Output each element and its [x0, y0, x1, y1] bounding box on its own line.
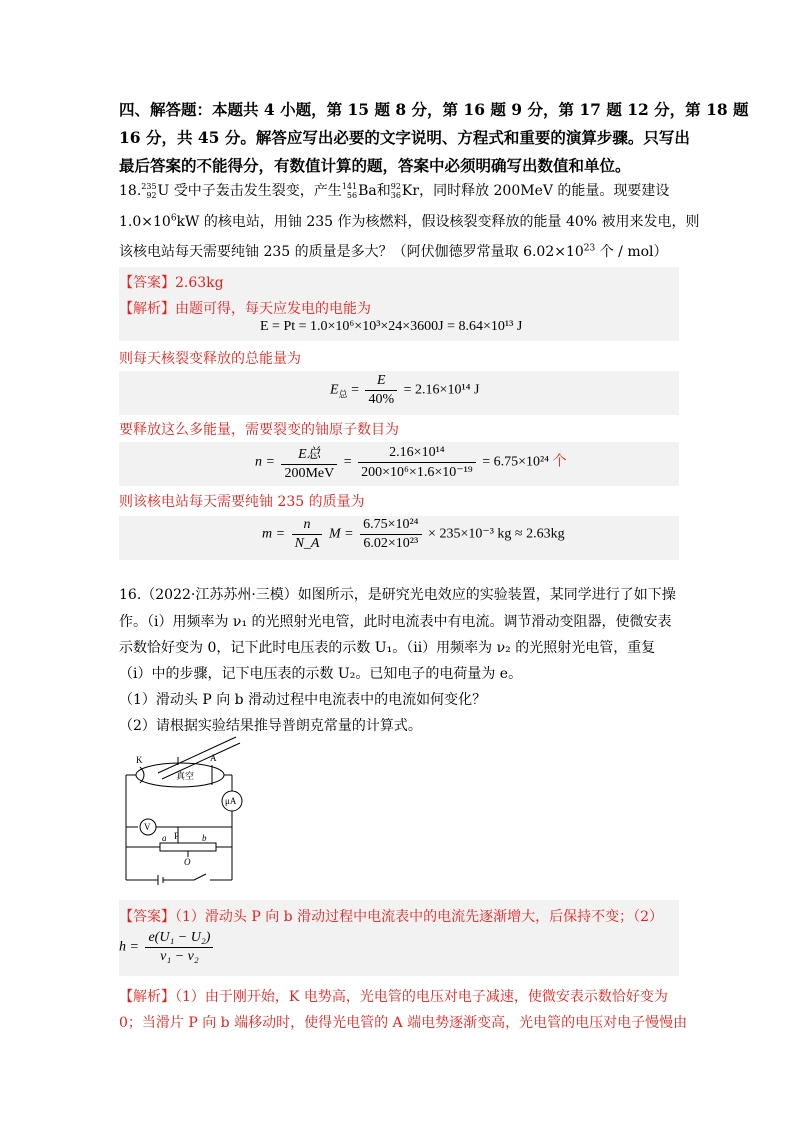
q18-analysis-2: 则每天核裂变释放的总能量为	[119, 351, 301, 367]
light-beam-line-2	[162, 743, 240, 779]
q16-question-2: （2）请根据实验结果推导普朗克常量的计算式。	[119, 718, 422, 734]
light-beam-line-1	[158, 737, 236, 773]
q16-analysis-1: 【解析】（1）由于刚开始，K 电势高，光电管的电压对电子减速，使微安表示数恰好变为	[119, 989, 668, 1005]
label-a-end: a	[162, 833, 167, 843]
q18-analysis-4: 则该核电站每天需要纯铀 235 的质量为	[119, 494, 365, 510]
section-heading-line-3: 最后答案的不能得分，有数值计算的题，答案中必须明确写出数值和单位。	[119, 156, 631, 175]
formula-atom-count: n = $\frac{\text{E总}}{\text{200MeV}}$ = $\frac{\text{2.16×10¹⁴}}{\text{200×10⁶×1.6×10⁻¹⁹}}$ = 6.75×10²⁴ 个	[255, 444, 567, 481]
formula-mass: m = $\frac{n}{N\_A}$ M = $\frac{\text{6.75×10²⁴}}{\text{6.02×10²³}}$ × 235×10⁻³ kg ≈ 2.63kg	[262, 517, 565, 551]
q16-answer: 【答案】（1）滑动头 P 向 b 滑动过程中电流表中的电流先逐渐增大，后保持不变；（2）	[119, 909, 663, 925]
formula-energy: E = Pt = 1.0×10⁶×10³×24×3600J = 8.64×10¹³ J	[260, 319, 523, 334]
label-microamp: μA	[225, 796, 237, 806]
planck-formula: h = $\frac{\text{e(U₁ − U₂)}}{\text{ν₁ − ν₂}}$	[119, 930, 216, 965]
q16-line-1: 16.（2022·江苏苏州·三模）如图所示，是研究光电效应的实验装置，某同学进行了如下操	[119, 587, 676, 603]
q18-analysis-1: 【解析】由题可得，每天应发电的电能为	[119, 301, 371, 317]
u-nuclide: 235 92	[141, 182, 157, 200]
label-p: P	[174, 831, 180, 841]
q18-line-2: $1.0\times 10^6kW$ 的核电站，用铀 235 作为核燃料，假设核裂变释放的能量 40% 被用来发电，则	[119, 213, 700, 230]
q18-answer: 【答案】2.63kg	[119, 275, 224, 291]
label-a: A	[210, 753, 217, 763]
ba-nuclide: 141 56	[341, 182, 358, 200]
q18-analysis-3: 要释放这么多能量，需要裂变的铀原子数目为	[119, 422, 399, 438]
formula-total-energy: $E_总$ = $\frac{E}{40\%}$ = 2.16×10¹⁴ J	[330, 373, 480, 407]
q16-question-1: （1）滑动头 P 向 b 滑动过程中电流表中的电流如何变化？	[119, 692, 487, 708]
label-o: O	[184, 857, 191, 867]
section-heading-line-2: 16 分，共 45 分。解答应写出必要的文字说明、方程式和重要的演算步骤。只写出	[119, 128, 690, 147]
rheostat	[160, 843, 216, 851]
q16-line-4: （i）中的步骤，记下电压表的示数 U₂。已知电子的电荷量为 e。	[119, 666, 523, 682]
label-vacuum: 真空	[176, 771, 195, 781]
label-k: K	[136, 755, 143, 765]
switch	[194, 874, 206, 880]
q16-line-2: 作。（i）用频率为 ν₁ 的光照射光电管，此时电流表中有电流。调节滑动变阻器，使微安表	[119, 614, 672, 630]
label-b-end: b	[202, 833, 207, 843]
q16-line-3: 示数恰好变为 0，记下此时电压表的示数 U₁。（ii）用频率为 ν₂ 的光照射光电管，重复	[119, 640, 656, 656]
section-heading-line-1: 四、解答题：本题共 4 小题，第 15 题 8 分，第 16 题 9 分，第 17 题 12 分，第 18 题	[119, 100, 749, 119]
kr-nuclide: 92 36	[390, 182, 401, 200]
label-v: V	[144, 822, 151, 832]
q18-line-1: 18.235 92U 受中子轰击发生裂变，产生141 56Ba和92 36Kr，同时释放 200MeV 的能量。现要建设	[119, 182, 670, 200]
q16-analysis-2: 0；当滑片 P 向 b 端移动时，使得光电管的 A 端电势逐渐变高，光电管的电压对电子慢慢由	[119, 1015, 688, 1031]
photoelectric-circuit-diagram	[118, 735, 248, 895]
q18-line-3: 该核电站每天需要纯铀 235 的质量是多大？（阿伏伽德罗常量取 $6.02\times 10^{23}$ 个 / mol）	[119, 243, 668, 260]
